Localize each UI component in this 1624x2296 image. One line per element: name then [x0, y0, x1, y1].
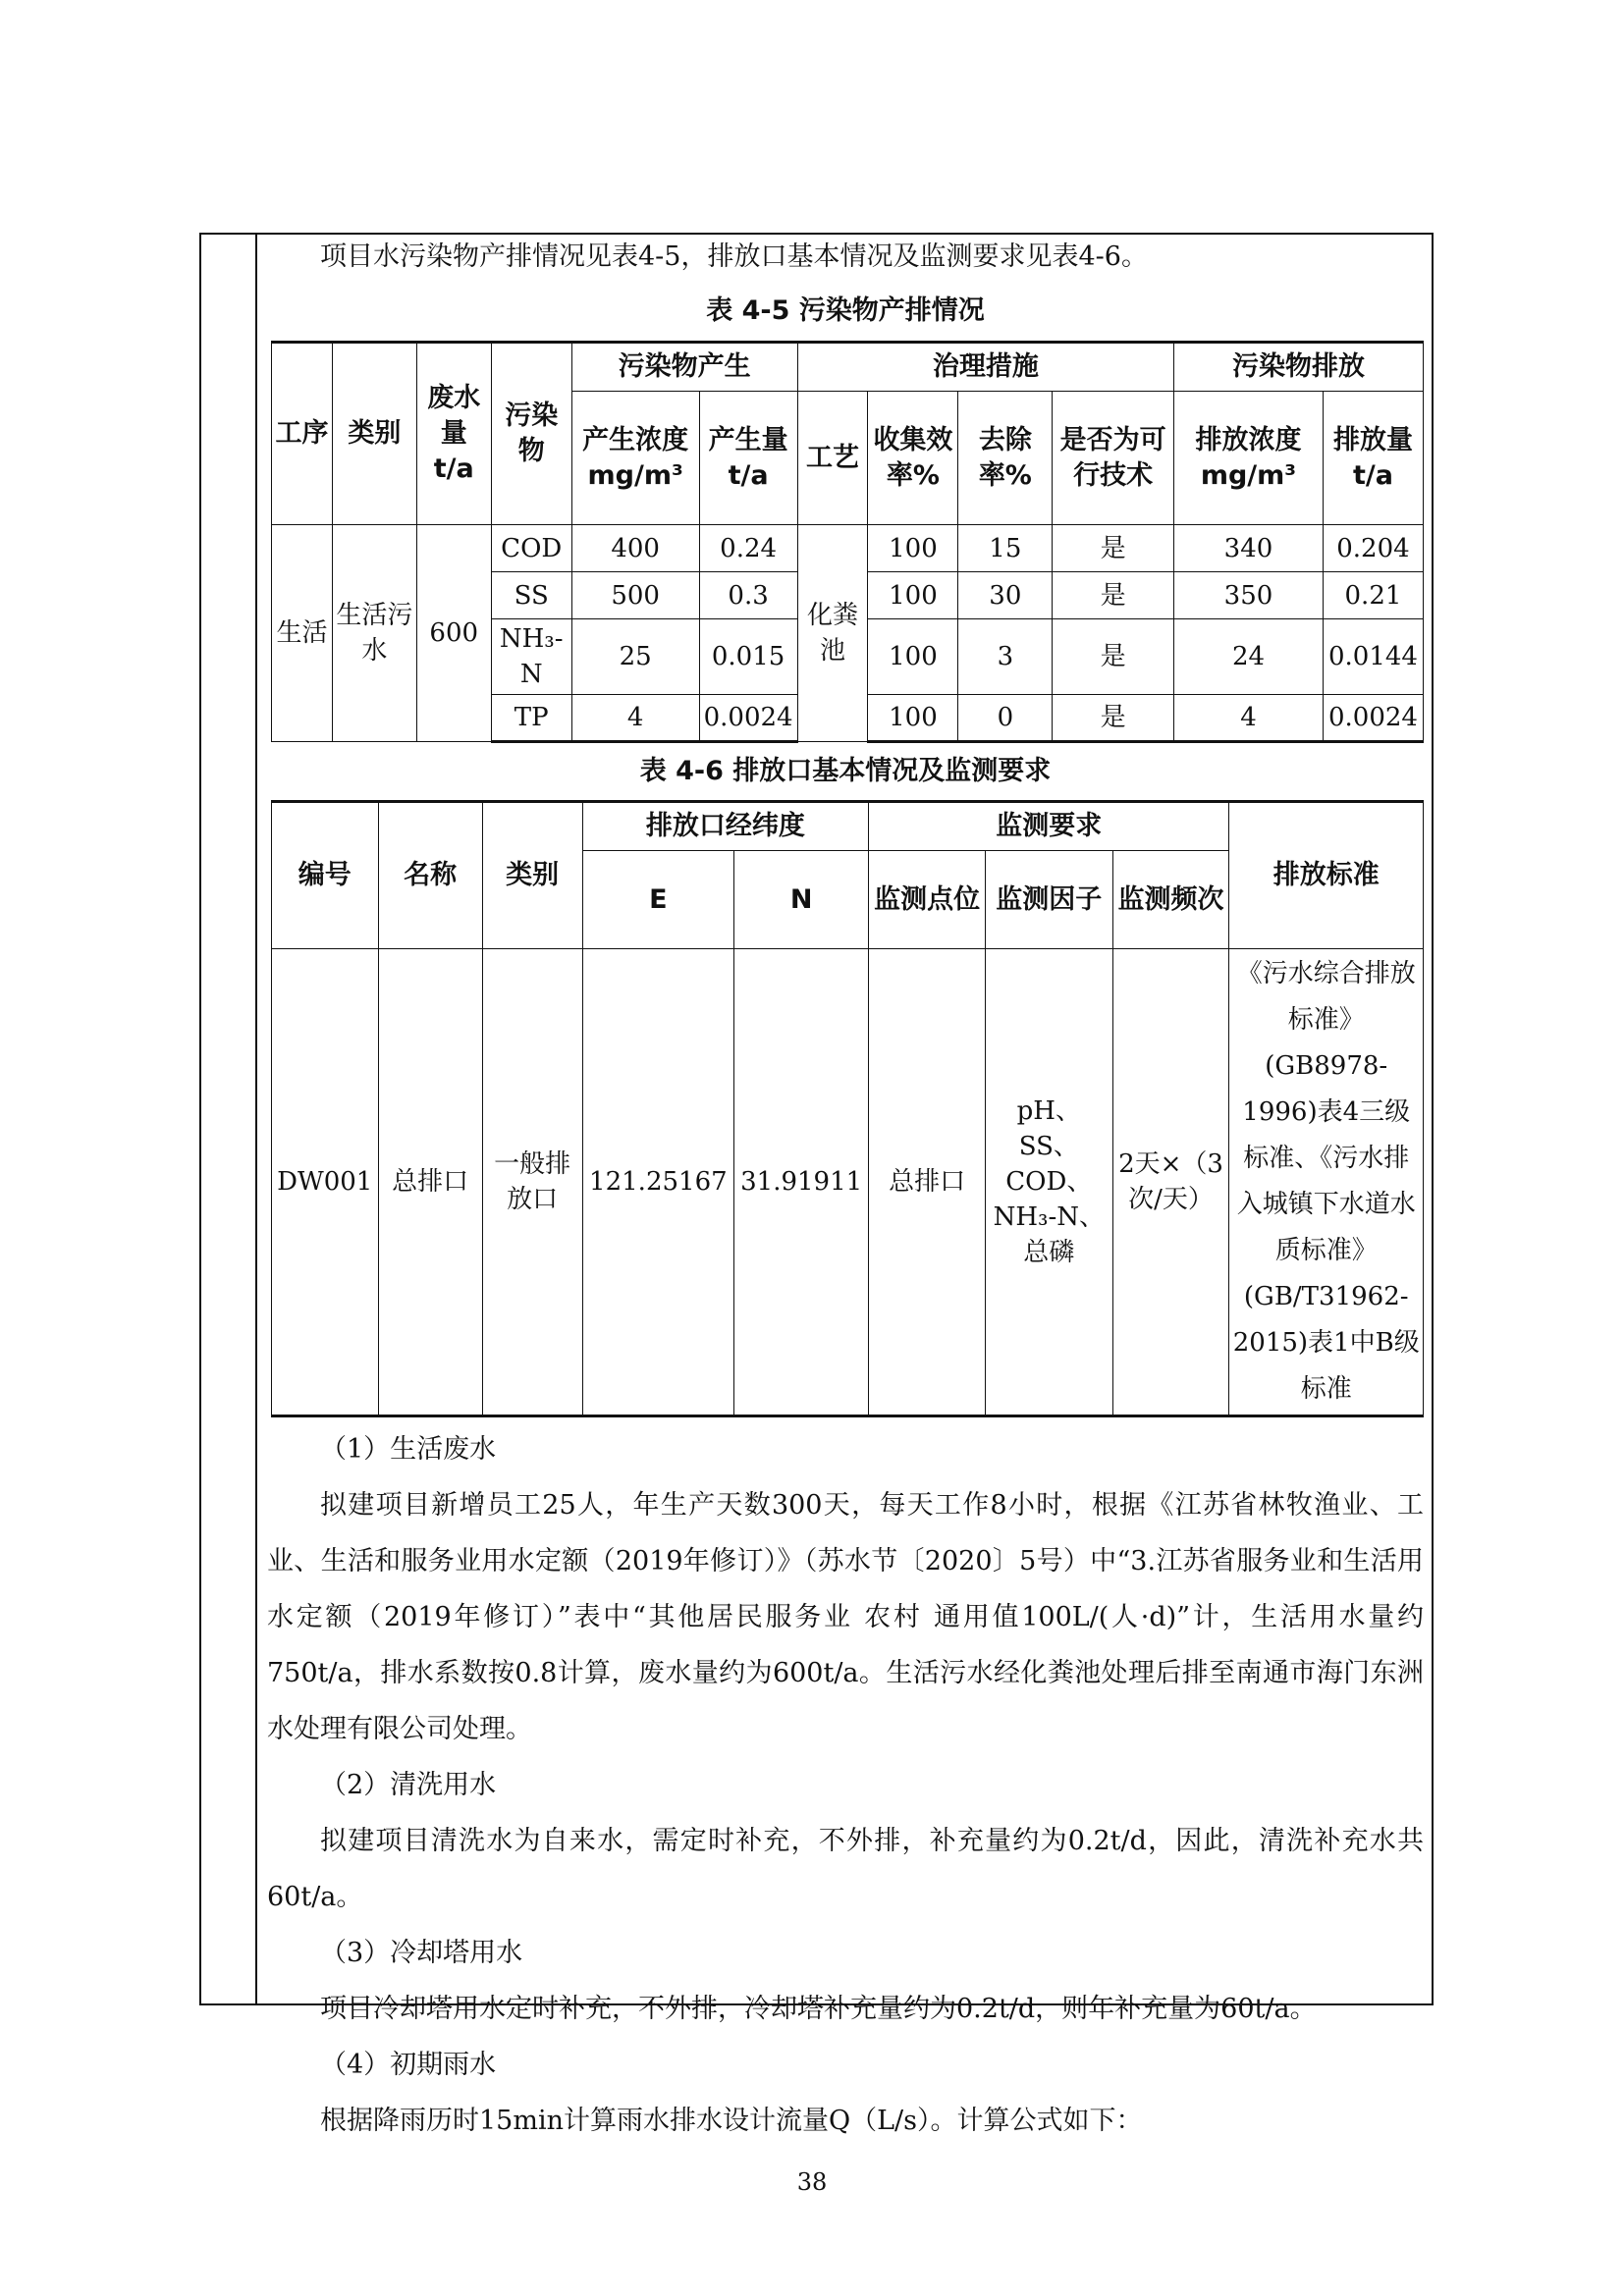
cell-factor: pH、SS、COD、NH₃-N、总磷 — [986, 949, 1113, 1416]
header-freq: 监测频次 — [1112, 851, 1229, 949]
cell-pollutant: NH₃-N — [491, 619, 571, 695]
table-4-6-caption: 表 4-6 排放口基本情况及监测要求 — [639, 756, 1052, 786]
cell-gen-amount: 0.0024 — [699, 695, 797, 742]
cell-gen-conc: 400 — [571, 525, 699, 572]
page-number: 38 — [796, 2168, 828, 2196]
cell-collect: 100 — [868, 619, 958, 695]
cell-standard: 《污水综合排放标准》(GB8978-1996)表4三级标准、《污水排入城镇下水道水质标准》(GB/T31962-2015)表1中B级标准 — [1229, 949, 1424, 1416]
section-text: 项目冷却塔用水定时补充，不外排，冷却塔补充量约为0.2t/d，则年补充量为60t/a。 — [320, 1994, 1317, 2024]
cell-gen-conc: 4 — [571, 695, 699, 742]
header-generation: 污染物产生 — [571, 343, 797, 392]
cell-gen-conc: 500 — [571, 572, 699, 619]
header-id: 编号 — [272, 802, 379, 949]
cell-removal: 15 — [958, 525, 1053, 572]
section-text: 拟建项目新增员工25人，年生产天数300天，每天工作8小时，根据《江苏省林牧渔业、工业、生活和服务业用水定额（2019年修订）》（苏水节〔2020〕5号）中“3.江苏省服务业和生活用水定额（2019年修订）”表中“其他居民服务业 农村 通用值100L/(人·d)”计，生活用水量约750t/a，排水系数按0.8计算，废水量约为600t/a。生活污水经化粪池处理后排至南通市海门东洲水处理有限公司处理。 — [267, 1490, 1424, 1744]
header-gen-amount: 产生量 t/a — [699, 392, 797, 525]
sections — [267, 1421, 1424, 2149]
cell-craft-value: 化粪池 — [797, 525, 868, 742]
cell-feasible: 是 — [1053, 572, 1174, 619]
cell-name: 总排口 — [378, 949, 482, 1416]
intro-paragraph: 项目水污染物产排情况见表4-5，排放口基本情况及监测要求见表4-6。 — [320, 241, 1148, 272]
cell-dis-amount: 0.0024 — [1323, 695, 1423, 742]
cell-gen-amount: 0.015 — [699, 619, 797, 695]
cell-pollutant: TP — [491, 695, 571, 742]
header-type: 类别 — [482, 802, 582, 949]
cell-dis-amount: 0.204 — [1323, 525, 1423, 572]
cell-category-value: 生活污水 — [332, 525, 416, 742]
header-pollutant: 污染物 — [491, 343, 571, 525]
cell-dis-conc: 4 — [1174, 695, 1324, 742]
header-coords: 排放口经纬度 — [582, 802, 869, 851]
header-gen-conc: 产生浓度 mg/m³ — [571, 392, 699, 525]
cell-feasible: 是 — [1053, 695, 1174, 742]
section-heading: （2）清洗用水 — [320, 1770, 497, 1800]
header-dis-conc: 排放浓度 mg/m³ — [1174, 392, 1324, 525]
pollutant-table — [271, 341, 1424, 743]
cell-gen-conc: 25 — [571, 619, 699, 695]
cell-gen-amount: 0.24 — [699, 525, 797, 572]
cell-feasible: 是 — [1053, 619, 1174, 695]
cell-collect: 100 — [868, 525, 958, 572]
cell-feasible: 是 — [1053, 525, 1174, 572]
section-heading: （3）冷却塔用水 — [320, 1938, 523, 1968]
header-feasible: 是否为可行技术 — [1053, 392, 1174, 525]
cell-dis-amount: 0.0144 — [1323, 619, 1423, 695]
cell-n: 31.91911 — [734, 949, 869, 1416]
cell-e: 121.25167 — [582, 949, 734, 1416]
cell-process-value: 生活 — [272, 525, 333, 742]
header-craft: 工艺 — [797, 392, 868, 525]
header-process: 工序 — [272, 343, 333, 525]
header-monitor: 监测要求 — [869, 802, 1229, 851]
header-collect-eff: 收集效率% — [868, 392, 958, 525]
cell-dis-conc: 24 — [1174, 619, 1324, 695]
section-heading: （4）初期雨水 — [320, 2050, 497, 2080]
header-standard: 排放标准 — [1229, 802, 1424, 949]
header-removal: 去除率% — [958, 392, 1053, 525]
header-treatment: 治理措施 — [797, 343, 1173, 392]
cell-collect: 100 — [868, 695, 958, 742]
cell-dis-conc: 340 — [1174, 525, 1324, 572]
cell-gen-amount: 0.3 — [699, 572, 797, 619]
section-text: 拟建项目清洗水为自来水，需定时补充，不外排，补充量约为0.2t/d，因此，清洗补充水共60t/a。 — [267, 1826, 1424, 1912]
cell-pollutant: SS — [491, 572, 571, 619]
header-point: 监测点位 — [869, 851, 986, 949]
table-4-5-caption: 表 4-5 污染物产排情况 — [706, 295, 985, 326]
cell-removal: 3 — [958, 619, 1053, 695]
cell-pollutant: COD — [491, 525, 571, 572]
header-name: 名称 — [378, 802, 482, 949]
cell-wastewater-value: 600 — [416, 525, 491, 742]
header-wastewater: 废水量 t/a — [416, 343, 491, 525]
header-dis-amount: 排放量 t/a — [1323, 392, 1423, 525]
header-factor: 监测因子 — [986, 851, 1113, 949]
section-text: 根据降雨历时15min计算雨水排水设计流量Q（L/s）。计算公式如下： — [320, 2106, 1143, 2136]
cell-collect: 100 — [868, 572, 958, 619]
cell-removal: 0 — [958, 695, 1053, 742]
header-e: E — [582, 851, 734, 949]
section-heading: （1）生活废水 — [320, 1434, 497, 1465]
header-discharge: 污染物排放 — [1174, 343, 1424, 392]
frame-left-column-line — [255, 233, 257, 2005]
cell-freq: 2天×（3次/天） — [1112, 949, 1229, 1416]
outlet-table — [271, 800, 1424, 1417]
cell-dis-amount: 0.21 — [1323, 572, 1423, 619]
cell-type: 一般排放口 — [482, 949, 582, 1416]
cell-removal: 30 — [958, 572, 1053, 619]
header-category: 类别 — [332, 343, 416, 525]
cell-id: DW001 — [272, 949, 379, 1416]
cell-dis-conc: 350 — [1174, 572, 1324, 619]
cell-point: 总排口 — [869, 949, 986, 1416]
header-n: N — [734, 851, 869, 949]
main-content — [267, 233, 1424, 2149]
